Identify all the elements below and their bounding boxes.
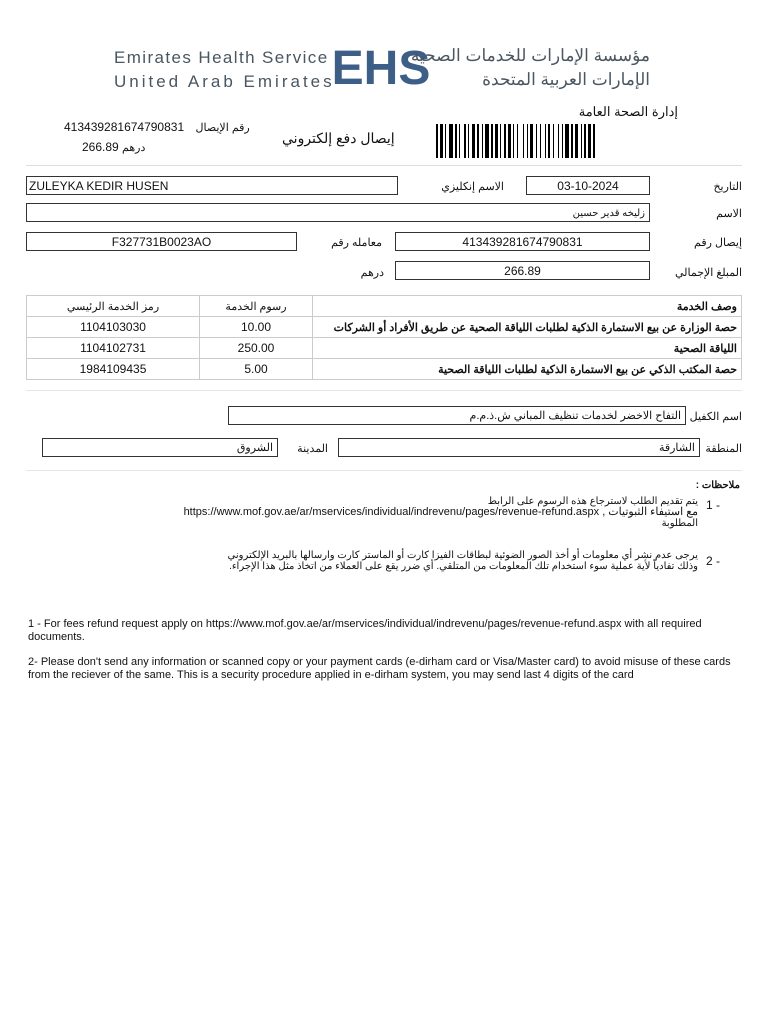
services-table xyxy=(26,295,742,380)
total-currency: درهم xyxy=(360,267,384,279)
note-2-line2: وذلك تفادياً لأية عملية سوء استخدام تلك المعلومات من المتلقي. أي ضرر يقع على العملاء من اتخاذ مثل هذا الإجراء. xyxy=(229,561,698,572)
receipt-number-form-label: إيصال رقم xyxy=(694,237,742,249)
barcode-bar xyxy=(588,124,591,158)
note-2-line1: يرجى عدم نشر أي معلومات أو أخذ الصور الضوئية لبطاقات الفيزا كارت أو الماستر كارت وارسالها بالبريد الإلكتروني xyxy=(227,550,698,561)
english-name-field: ZULEYKA KEDIR HUSEN xyxy=(26,176,398,195)
note-1-line1: يتم تقديم الطلب لاسترجاع هذه الرسوم على الرابط xyxy=(487,496,698,507)
transaction-number-label: معامله رقم xyxy=(331,237,382,249)
region-field: الشارقة xyxy=(338,438,700,457)
receipt-number-value: 413439281674790831 xyxy=(64,120,185,134)
barcode-bar xyxy=(571,124,573,158)
barcode-bar xyxy=(523,124,524,158)
total-amount-label: المبلغ الإجمالي xyxy=(675,267,742,279)
barcode-bar xyxy=(449,124,453,158)
table-row xyxy=(27,317,742,338)
barcode-bar xyxy=(459,124,460,158)
note-1-line2: مع استيفاء الثبوتيات , https://www.mof.gov.ae/ar/mservices/individual/indrevenu/pages/revenue-refund.aspx xyxy=(183,506,698,518)
barcode-bar xyxy=(472,124,475,158)
barcode-bar xyxy=(575,124,578,158)
barcode-bar xyxy=(468,124,469,158)
note-2-ar xyxy=(160,550,698,572)
barcode-bar xyxy=(436,124,438,158)
note-1-line3: المطلوبة xyxy=(661,518,698,529)
header-service-fee: رسوم الخدمة xyxy=(200,296,313,317)
header-service-code: رمز الخدمة الرئيسي xyxy=(27,296,200,317)
total-amount-field: 266.89 xyxy=(395,261,650,280)
org-name-ar xyxy=(410,44,650,92)
barcode-bar xyxy=(513,124,514,158)
service-desc: حصة الوزارة عن بيع الاستمارة الذكية لطلبات اللياقة الصحية عن طريق الأفراد أو الشركات xyxy=(313,317,742,338)
barcode-bar xyxy=(477,124,479,158)
barcode-bar xyxy=(508,124,511,158)
barcode-bar xyxy=(445,124,446,158)
org-name-ar-line1: مؤسسة الإمارات للخدمات الصحية xyxy=(410,46,650,65)
city-field: الشروق xyxy=(42,438,278,457)
note-1-ar xyxy=(160,496,698,529)
department-title: إدارة الصحة العامة xyxy=(578,104,678,119)
table-row xyxy=(27,338,742,359)
section-divider xyxy=(26,390,742,391)
barcode-bar xyxy=(548,124,550,158)
service-desc: حصة المكتب الذكي عن بيع الاستمارة الذكية لطلبات اللياقة الصحية xyxy=(313,359,742,380)
barcode-bar xyxy=(553,124,554,158)
barcode xyxy=(436,124,676,158)
services-table-header xyxy=(27,296,742,317)
barcode-bar xyxy=(485,124,489,158)
note-2-number: 2 - xyxy=(706,554,721,568)
barcode-bar xyxy=(495,124,498,158)
barcode-bar xyxy=(545,124,546,158)
table-row xyxy=(27,359,742,380)
transaction-number-field: F327731B0023AO xyxy=(26,232,297,251)
barcode-bar xyxy=(500,124,501,158)
note-1-number: 1 - xyxy=(706,498,721,512)
service-desc: اللياقة الصحية xyxy=(313,338,742,359)
section-divider xyxy=(26,470,742,471)
barcode-bar xyxy=(527,124,528,158)
city-label: المدينة xyxy=(297,443,328,455)
date-label: التاريخ xyxy=(713,181,742,193)
barcode-bar xyxy=(530,124,533,158)
barcode-bar xyxy=(464,124,466,158)
barcode-bar xyxy=(536,124,537,158)
service-code: 1984109435 xyxy=(27,359,200,380)
barcode-bar xyxy=(581,124,582,158)
amount-header xyxy=(82,140,145,154)
service-code: 1104103030 xyxy=(27,317,200,338)
service-fee: 5.00 xyxy=(200,359,313,380)
sponsor-label: اسم الكفيل xyxy=(689,411,742,423)
org-name-en-line1: Emirates Health Service xyxy=(114,48,329,67)
org-name-en-line2: United Arab Emirates xyxy=(114,72,335,91)
barcode-bar xyxy=(584,124,586,158)
notes-title: ملاحظات : xyxy=(695,480,740,491)
header-service-desc: وصف الخدمة xyxy=(313,296,742,317)
region-label: المنطقة xyxy=(705,443,742,455)
barcode-bar xyxy=(455,124,457,158)
header-divider xyxy=(26,165,742,166)
english-name-label: الاسم إنكليزي xyxy=(441,181,504,193)
ehs-logo-text: EHS xyxy=(331,44,431,90)
sponsor-field: التفاح الاخضر لخدمات تنظيف المباني ش.ذ.م.م xyxy=(228,406,686,425)
org-name-ar-line2: الإمارات العربية المتحدة xyxy=(482,70,650,89)
receipt-number-field: 413439281674790831 xyxy=(395,232,650,251)
name-label: الاسم xyxy=(716,208,742,220)
receipt-number-label: رقم الإيصال xyxy=(195,122,250,134)
amount-header-value: 266.89 xyxy=(82,140,119,154)
service-code: 1104102731 xyxy=(27,338,200,359)
barcode-bar xyxy=(491,124,493,158)
barcode-bar xyxy=(562,124,563,158)
barcode-bar xyxy=(593,124,595,158)
note-1-en: 1 - For fees refund request apply on https://www.mof.gov.ae/ar/mservices/individual/indrevenu/pages/revenue-refund.aspx with all required documents. xyxy=(28,618,702,643)
name-field: زليخه قدير حسين xyxy=(26,203,650,222)
barcode-bar xyxy=(440,124,443,158)
amount-header-currency: درهم xyxy=(122,142,146,154)
org-name-en xyxy=(114,46,335,94)
document-title: إيصال دفع إلكتروني xyxy=(282,130,395,146)
barcode-bar xyxy=(504,124,506,158)
receipt-number-header xyxy=(64,120,250,134)
barcode-bar xyxy=(558,124,559,158)
barcode-bar xyxy=(482,124,483,158)
barcode-bar xyxy=(565,124,569,158)
date-field: 03-10-2024 xyxy=(526,176,650,195)
barcode-bar xyxy=(540,124,541,158)
barcode-bar xyxy=(517,124,518,158)
note-2-en: 2- Please don't send any information or scanned copy or your payment cards (e-dirham card or Visa/Master card) to avoid misuse of these cards from the reciever of the same. This is a security procedure applied in e-dirham system, you may send last 4 digits of the card xyxy=(28,656,731,681)
service-fee: 10.00 xyxy=(200,317,313,338)
service-fee: 250.00 xyxy=(200,338,313,359)
